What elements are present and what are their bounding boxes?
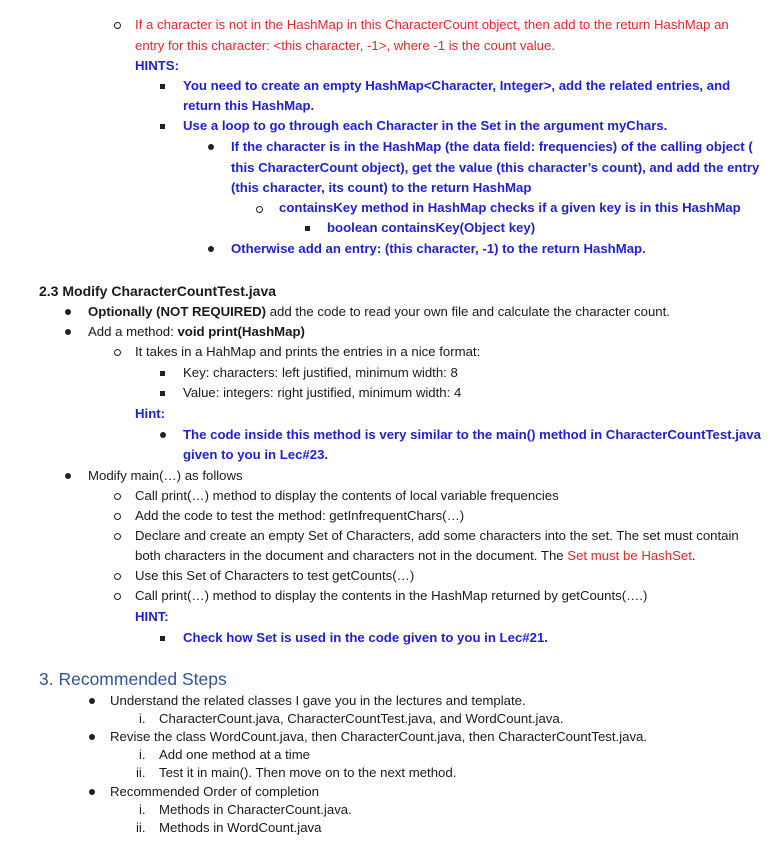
square-bullet-icon [160,636,165,641]
text-line: Call print(…) method to display the contents of local variable frequencies [135,488,559,503]
square-bullet-icon [160,391,165,396]
text-line: Key: characters: left justified, minimum width: 8 [183,365,458,380]
text-line: It takes in a HahMap and prints the entries in a nice format: [135,344,481,359]
text-line: containsKey method in HashMap checks if a given key is in this HashMap [279,200,741,215]
list-number: i. [139,711,146,726]
dot-bullet-icon [89,734,95,740]
text-line: Revise the class WordCount.java, then CharacterCount.java, then CharacterCountTest.java. [110,729,648,744]
circle-bullet-icon [114,593,121,600]
dot-bullet-icon [160,432,166,438]
circle-bullet-icon [114,513,121,520]
dot-bullet-icon [208,144,214,150]
hint-label: Hint: [135,406,166,421]
list-number: ii. [136,820,146,835]
text-line: Optionally (NOT REQUIRED) add the code to read your own file and calculate the character count. [88,304,670,319]
square-bullet-icon [305,226,310,231]
circle-bullet-icon [114,22,121,29]
text-line: If a character is not in the HashMap in this CharacterCount object, then add to the return HashMap an [135,17,729,32]
square-bullet-icon [160,371,165,376]
section-heading: 2.3 Modify CharacterCountTest.java [39,283,277,299]
text-line: boolean containsKey(Object key) [327,220,536,235]
circle-bullet-icon [114,349,121,356]
hint-label: HINT: [135,609,169,624]
circle-bullet-icon [114,533,121,540]
text-line: Understand the related classes I gave you in the lectures and template. [110,693,526,708]
text-line: Use this Set of Characters to test getCounts(…) [135,568,415,583]
text-line: Add one method at a time [159,747,311,762]
text-line: Recommended Order of completion [110,784,319,799]
text-line: You need to create an empty HashMap<Character, Integer>, add the related entries, and [183,78,731,93]
square-bullet-icon [160,84,165,89]
text-line: entry for this character: <this character, -1>, where -1 is the count value. [135,38,556,53]
dot-bullet-icon [208,246,214,252]
list-number: i. [139,802,146,817]
section-heading: 3. Recommended Steps [39,669,227,689]
text-line: this CharacterCount object), get the value (this character’s count), and add the entry [231,160,760,175]
dot-bullet-icon [65,473,71,479]
text-line: Otherwise add an entry: (this character, -1) to the return HashMap. [231,241,646,256]
text-line: The code inside this method is very similar to the main() method in CharacterCountTest.java [183,427,761,442]
text-line: Call print(…) method to display the contents in the HashMap returned by getCounts(….) [135,588,648,603]
text-line: If the character is in the HashMap (the data field: frequencies) of the calling object ( [231,139,753,154]
square-bullet-icon [160,124,165,129]
text-line: Modify main(…) as follows [88,468,243,483]
text-line: Methods in WordCount.java [159,820,322,835]
circle-bullet-icon [256,206,263,213]
text-line: (this character, its count) to the return HashMap [231,180,532,195]
circle-bullet-icon [114,493,121,500]
text-line: Declare and create an empty Set of Characters, add some characters into the set. The set must contain [135,528,739,543]
text-line: return this HashMap. [183,98,315,113]
list-number: ii. [136,765,146,780]
dot-bullet-icon [65,309,71,315]
text-line: Check how Set is used in the code given to you in Lec#21. [183,630,548,645]
dot-bullet-icon [65,329,71,335]
text-line: Use a loop to go through each Character in the Set in the argument myChars. [183,118,668,133]
circle-bullet-icon [114,573,121,580]
hints-label: HINTS: [135,58,179,73]
dot-bullet-icon [89,698,95,704]
dot-bullet-icon [89,789,95,795]
list-number: i. [139,747,146,762]
text-line: Add a method: void print(HashMap) [88,324,305,339]
text-line: both characters in the document and characters not in the document. The Set must be HashSet. [135,548,696,563]
text-line: Add the code to test the method: getInfrequentChars(…) [135,508,465,523]
text-line: given to you in Lec#23. [183,447,329,462]
text-line: Test it in main(). Then move on to the next method. [159,765,457,780]
text-line: CharacterCount.java, CharacterCountTest.java, and WordCount.java. [159,711,564,726]
text-line: Methods in CharacterCount.java. [159,802,352,817]
text-line: Value: integers: right justified, minimum width: 4 [183,385,462,400]
